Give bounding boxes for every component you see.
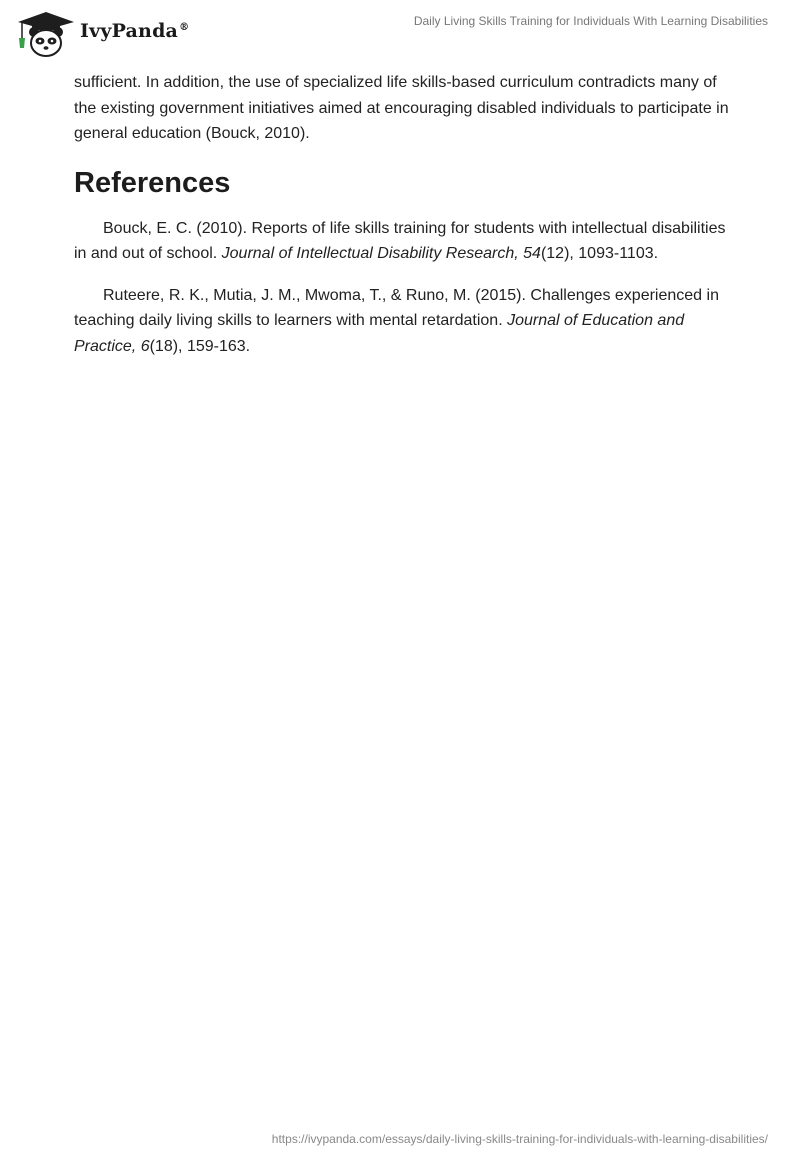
reference-entry: Ruteere, R. K., Mutia, J. M., Mwoma, T., & Runo, M. (2015). Challenges experienced in teaching daily living skills to learners with mental retardation. Journal of Education and Practice, 6(18), 159-163.: [74, 286, 719, 355]
reference-entry: Bouck, E. C. (2010). Reports of life skills training for students with intellectual disabilities in and out of school. Journal of Intellectual Disability Research, 54(12), 1093-1103.: [74, 219, 726, 262]
intro-paragraph: sufficient. In addition, the use of specialized life skills-based curriculum contradicts many of the existing government initiatives aimed at encouraging disabled individuals to participate in general education (Bouck, 2010).: [74, 74, 729, 142]
document-title: Daily Living Skills Training for Individuals With Learning Disabilities: [413, 14, 768, 28]
journal-title: Journal of Education and Practice, 6: [74, 312, 685, 355]
ivypanda-logo-icon: [14, 8, 76, 58]
source-url: https://ivypanda.com/essays/daily-living-skills-training-for-individuals-with-learning-disabilities/: [271, 1132, 768, 1146]
page-header: [0, 0, 800, 60]
journal-title: Journal of Intellectual Disability Research, 54: [221, 245, 541, 262]
brand-name: IvyPanda®: [80, 20, 190, 42]
references-heading: References: [74, 166, 231, 199]
document-body: [74, 70, 734, 375]
